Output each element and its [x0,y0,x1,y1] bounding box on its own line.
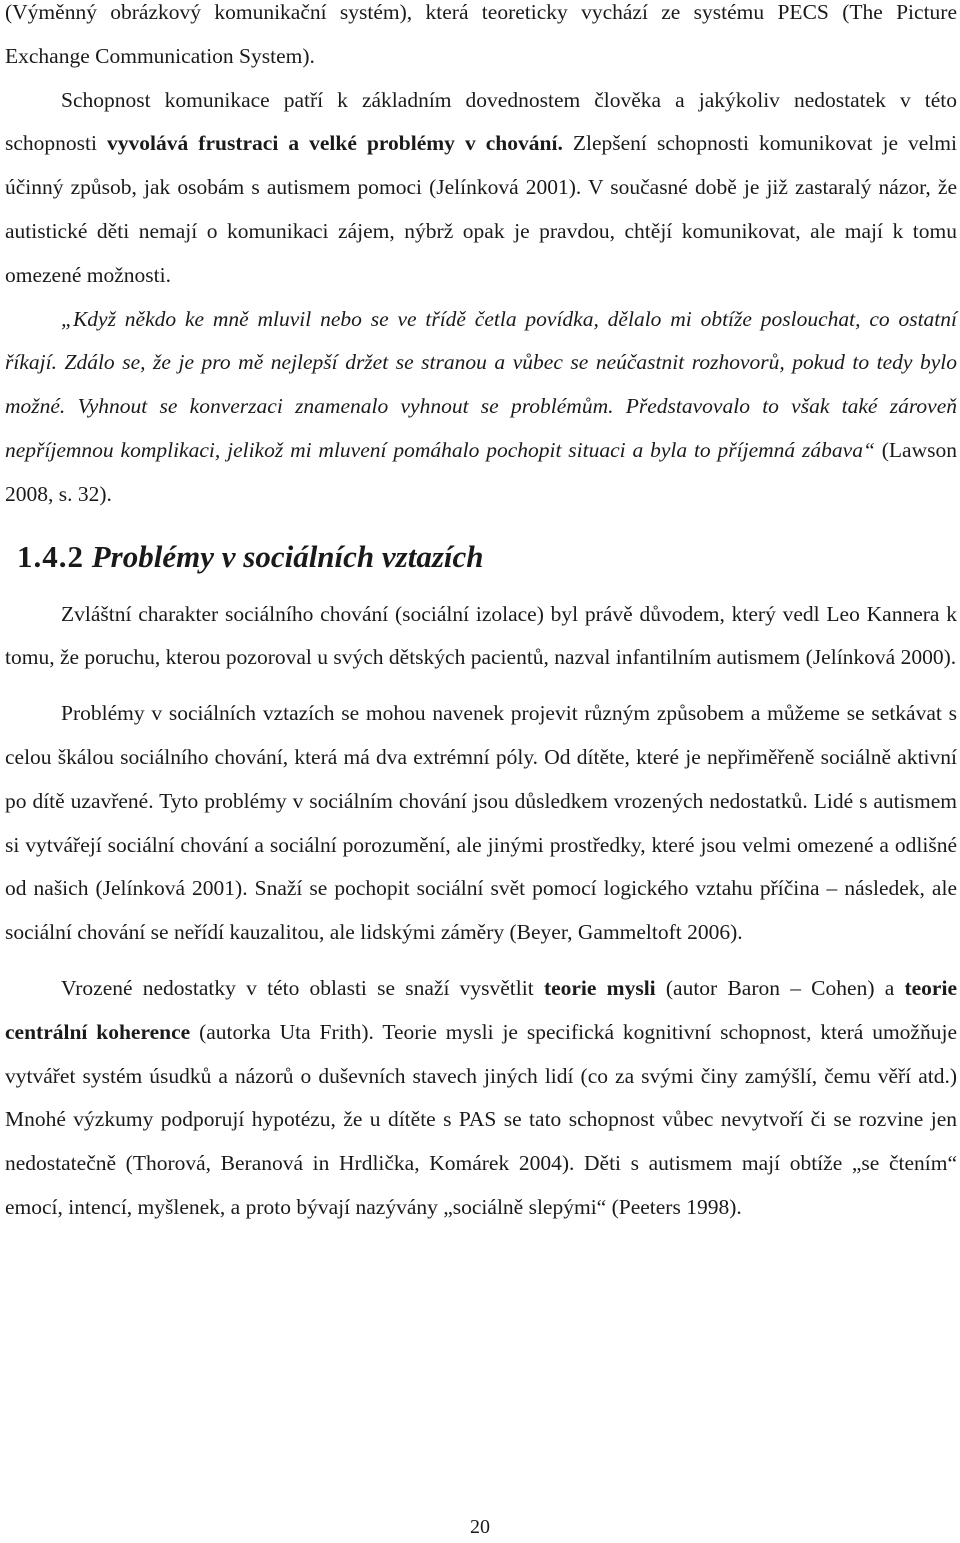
tom-bold-central-coherence: teorie centrální koherence [5,975,957,1044]
paragraph-communication-text-c: Zlepšení schopnosti komunikovat je velmi účinný způsob, jak osobám s autismem pomoci (Jelínková 2001). V současné době je již zastaralý názor, že autistické děti nemají o komunikaci zájem, nýbrž opak je pravdou, chtějí komunikovat, ale mají k tomu omezené možnosti. [5,131,957,287]
lawson-quote-text: „Když někdo ke mně mluvil nebo se ve třídě četla povídka, dělalo mi obtíže poslouchat, co ostatní říkají. Zdálo se, že je pro mě nejlepší držet se stranou a vůbec se neúčastnit rozhovorů, pokud to tedy bylo možné. Vyhnout se konverzaci znamenalo vyhnout se problémům. Představovalo to však také zároveň nepříjemnou komplikaci, jelikož mi mluvení pomáhalo pochopit situaci a byla to příjemná zábava“ [5,306,957,462]
tom-text-a: Vrozené nedostatky v této oblasti se snaží vysvětlit [61,975,544,1000]
paragraph-communication-text-a: Schopnost komunikace patří k základním dovednostem člověka a jakýkoliv nedostatek v této schopnosti [5,87,957,156]
paragraph-pecs: (Výměnný obrázkový komunikační systém), která teoreticky vychází ze systému PECS (The Picture Exchange Communication System). [5,0,957,68]
page-number: 20 [470,1516,490,1538]
paragraph-communication-bold: vyvolává frustraci a velké problémy v chování. [107,131,563,156]
paragraph-kanner: Zvláštní charakter sociálního chování (sociální izolace) byl právě důvodem, který vedl Leo Kannera k tomu, že poruchu, kterou pozoroval u svých dětských pacientů, nazval infantilním autismem (Jelínková 2000). [5,601,957,670]
paragraph-social-problems: Problémy v sociálních vztazích se mohou navenek projevit různým způsobem a můžeme se setkávat s celou škálou sociálního chování, která má dva extrémní póly. Od dítěte, které je nepřiměřeně sociálně aktivní po dítě uzavřené. Tyto problémy v sociálním chování jsou důsledkem vrozených nedostatků. Lidé s autismem si vytvářejí sociální chování a sociální porozumění, ale jinými prostředky, které jsou velmi omezené a odlišné od našich (Jelínková 2001). Snaží se pochopit sociální svět pomocí logického vztahu příčina – následek, ale sociální chování se neřídí kauzalitou, ale lidskými záměry (Beyer, Gammeltoft 2006). [5,701,957,945]
paragraph-theory-of-mind [5,967,957,1230]
lawson-quote-citation: (Lawson 2008, s. 32). [5,437,957,506]
tom-text-e: (autorka Uta Frith). Teorie mysli je specifická kognitivní schopnost, která umožňuje vytvářet systém úsudků a názorů o duševních stavech jiných lidí (co za svými činy zamýšlí, čemu věří atd.) Mnohé výzkumy podporují hypotézu, že u dítěte s PAS se tato schopnost vůbec nevytvoří či se rozvine jen nedostatečně (Thorová, Beranová in Hrdlička, Komárek 2004). Děti s autismem mají obtíže „se čtením“ emocí, intencí, myšlenek, a proto bývají nazývány „sociálně slepými“ (Peeters 1998). [5,1019,957,1219]
section-title: Problémy v sociálních vztazích [91,538,484,574]
tom-text-c: (autor Baron – Cohen) a [655,975,905,1000]
paragraph-communication [5,79,957,298]
lawson-quote [5,298,957,517]
section-heading [5,535,957,579]
document-page [5,0,957,1230]
tom-bold-theory-of-mind: teorie mysli [543,975,656,1000]
section-number: 1.4.2 [17,538,84,574]
